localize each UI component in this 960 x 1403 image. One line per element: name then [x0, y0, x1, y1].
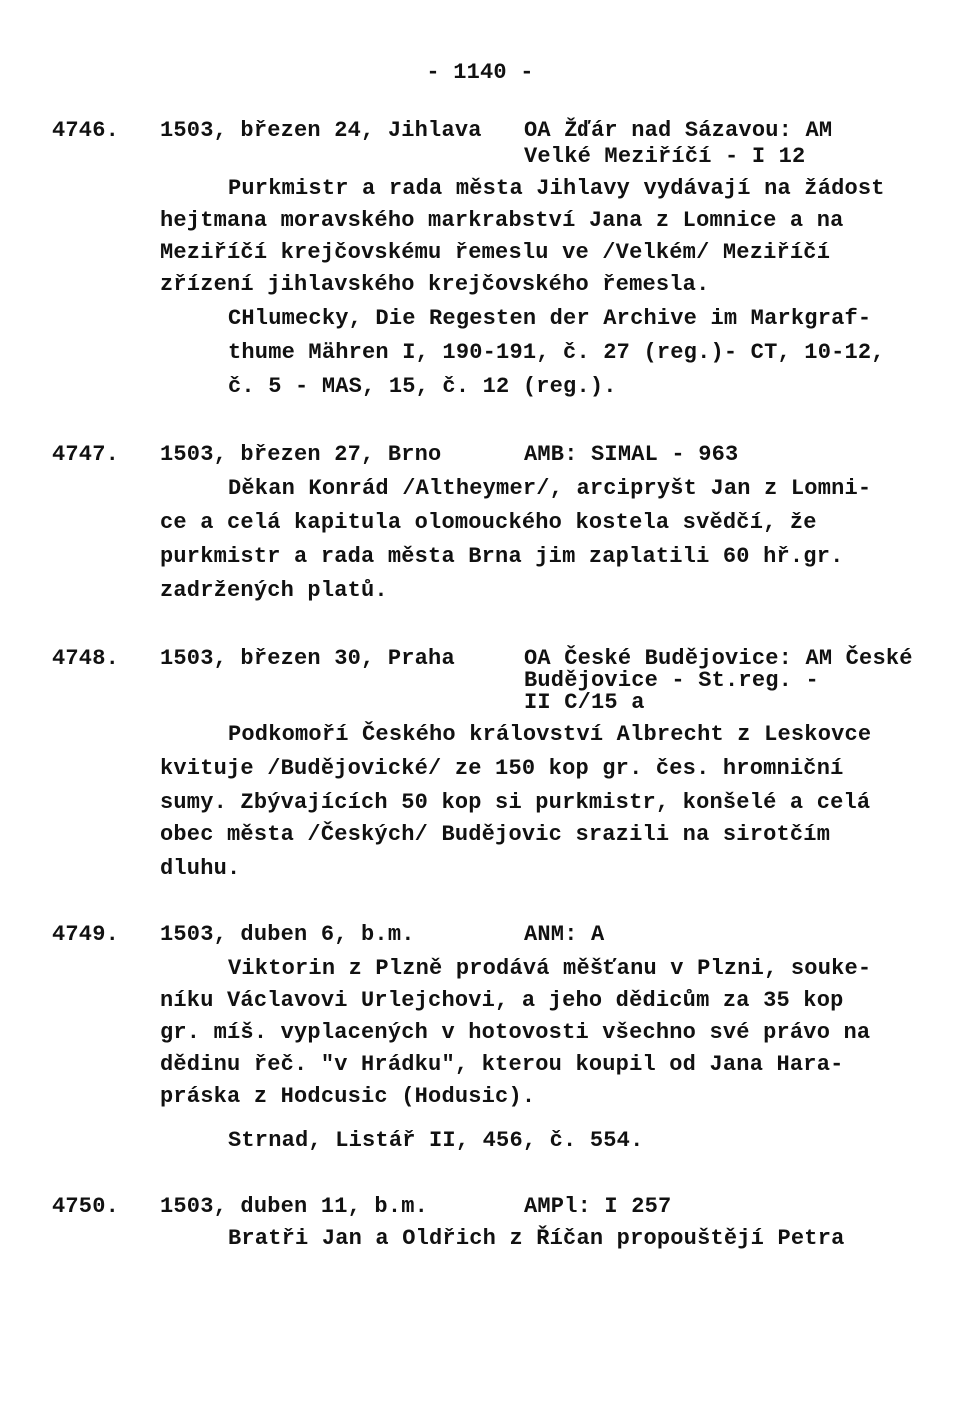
entry-source: Velké Meziříčí - I 12 [524, 144, 806, 169]
entry-text-line: purkmistr a rada města Brna jim zaplatili 60 hř.gr. [160, 544, 844, 569]
entry-date: 1503, duben 6, b.m. [160, 922, 415, 947]
entry-date: 1503, duben 11, b.m. [160, 1194, 429, 1219]
page-number: - 1140 - [426, 60, 534, 85]
entry-text-line: níku Václavovi Urlejchovi, a jeho dědicům za 35 kop [160, 988, 844, 1013]
entry-number: 4749. [52, 922, 120, 947]
entry-text-line: dědinu řeč. "v Hrádku", kterou koupil od Jana Hara- [160, 1052, 844, 1077]
entry-number: 4750. [52, 1194, 120, 1219]
entry-text-line: hejtmana moravského markrabství Jana z Lomnice a na [160, 208, 844, 233]
entry-text-line: Viktorin z Plzně prodává měšťanu v Plzni, souke- [228, 956, 872, 981]
entry-text-line: sumy. Zbývajících 50 kop si purkmistr, konšelé a celá [160, 790, 871, 815]
entry-text-line: ce a celá kapitula olomouckého kostela svědčí, že [160, 510, 817, 535]
entry-source: AMB: SIMAL - 963 [524, 442, 739, 467]
entry-number: 4748. [52, 646, 120, 671]
entry-text-line: Purkmistr a rada města Jihlavy vydávají na žádost [228, 176, 885, 201]
entry-source: AMPl: I 257 [524, 1194, 672, 1219]
entry-source: OA Žďár nad Sázavou: AM [524, 118, 833, 143]
entry-text-line: obec města /Českých/ Budějovic srazili na sirotčím [160, 822, 831, 847]
entry-text-line: zřízení jihlavského krejčovského řemesla. [160, 272, 710, 297]
entry-date: 1503, březen 24, Jihlava [160, 118, 482, 143]
entry-date: 1503, březen 27, Brno [160, 442, 442, 467]
entry-number: 4746. [52, 118, 120, 143]
entry-text-line: Podkomoří Českého království Albrecht z Leskovce [228, 722, 872, 747]
entry-reference: thume Mähren I, 190-191, č. 27 (reg.)- CT, 10-12, [228, 340, 885, 365]
entry-source: ANM: A [524, 922, 605, 947]
entry-text-line: kvituje /Budějovické/ ze 150 kop gr. čes. hromniční [160, 756, 844, 781]
entry-source: II C/15 a [524, 690, 645, 715]
entry-reference: CHlumecky, Die Regesten der Archive im Markgraf- [228, 306, 872, 331]
entry-date: 1503, březen 30, Praha [160, 646, 455, 671]
entry-text-line: zadržených platů. [160, 578, 388, 603]
entry-text-line: Bratři Jan a Oldřich z Říčan propouštějí Petra [228, 1226, 845, 1251]
entry-number: 4747. [52, 442, 120, 467]
entry-text-line: práska z Hodcusic (Hodusic). [160, 1084, 536, 1109]
entry-text-line: Meziříčí krejčovskému řemeslu ve /Velkém/ Meziříčí [160, 240, 831, 265]
entry-text-line: dluhu. [160, 856, 241, 881]
entry-reference: Strnad, Listář II, 456, č. 554. [228, 1128, 644, 1153]
entry-text-line: Děkan Konrád /Altheymer/, arcipryšt Jan z Lomni- [228, 476, 872, 501]
entry-reference: č. 5 - MAS, 15, č. 12 (reg.). [228, 374, 617, 399]
entry-text-line: gr. míš. vyplacených v hotovosti všechno své právo na [160, 1020, 871, 1045]
entry-source: OA České Budějovice: AM České [524, 646, 913, 671]
entry-source: Budějovice - St.reg. - [524, 668, 819, 693]
